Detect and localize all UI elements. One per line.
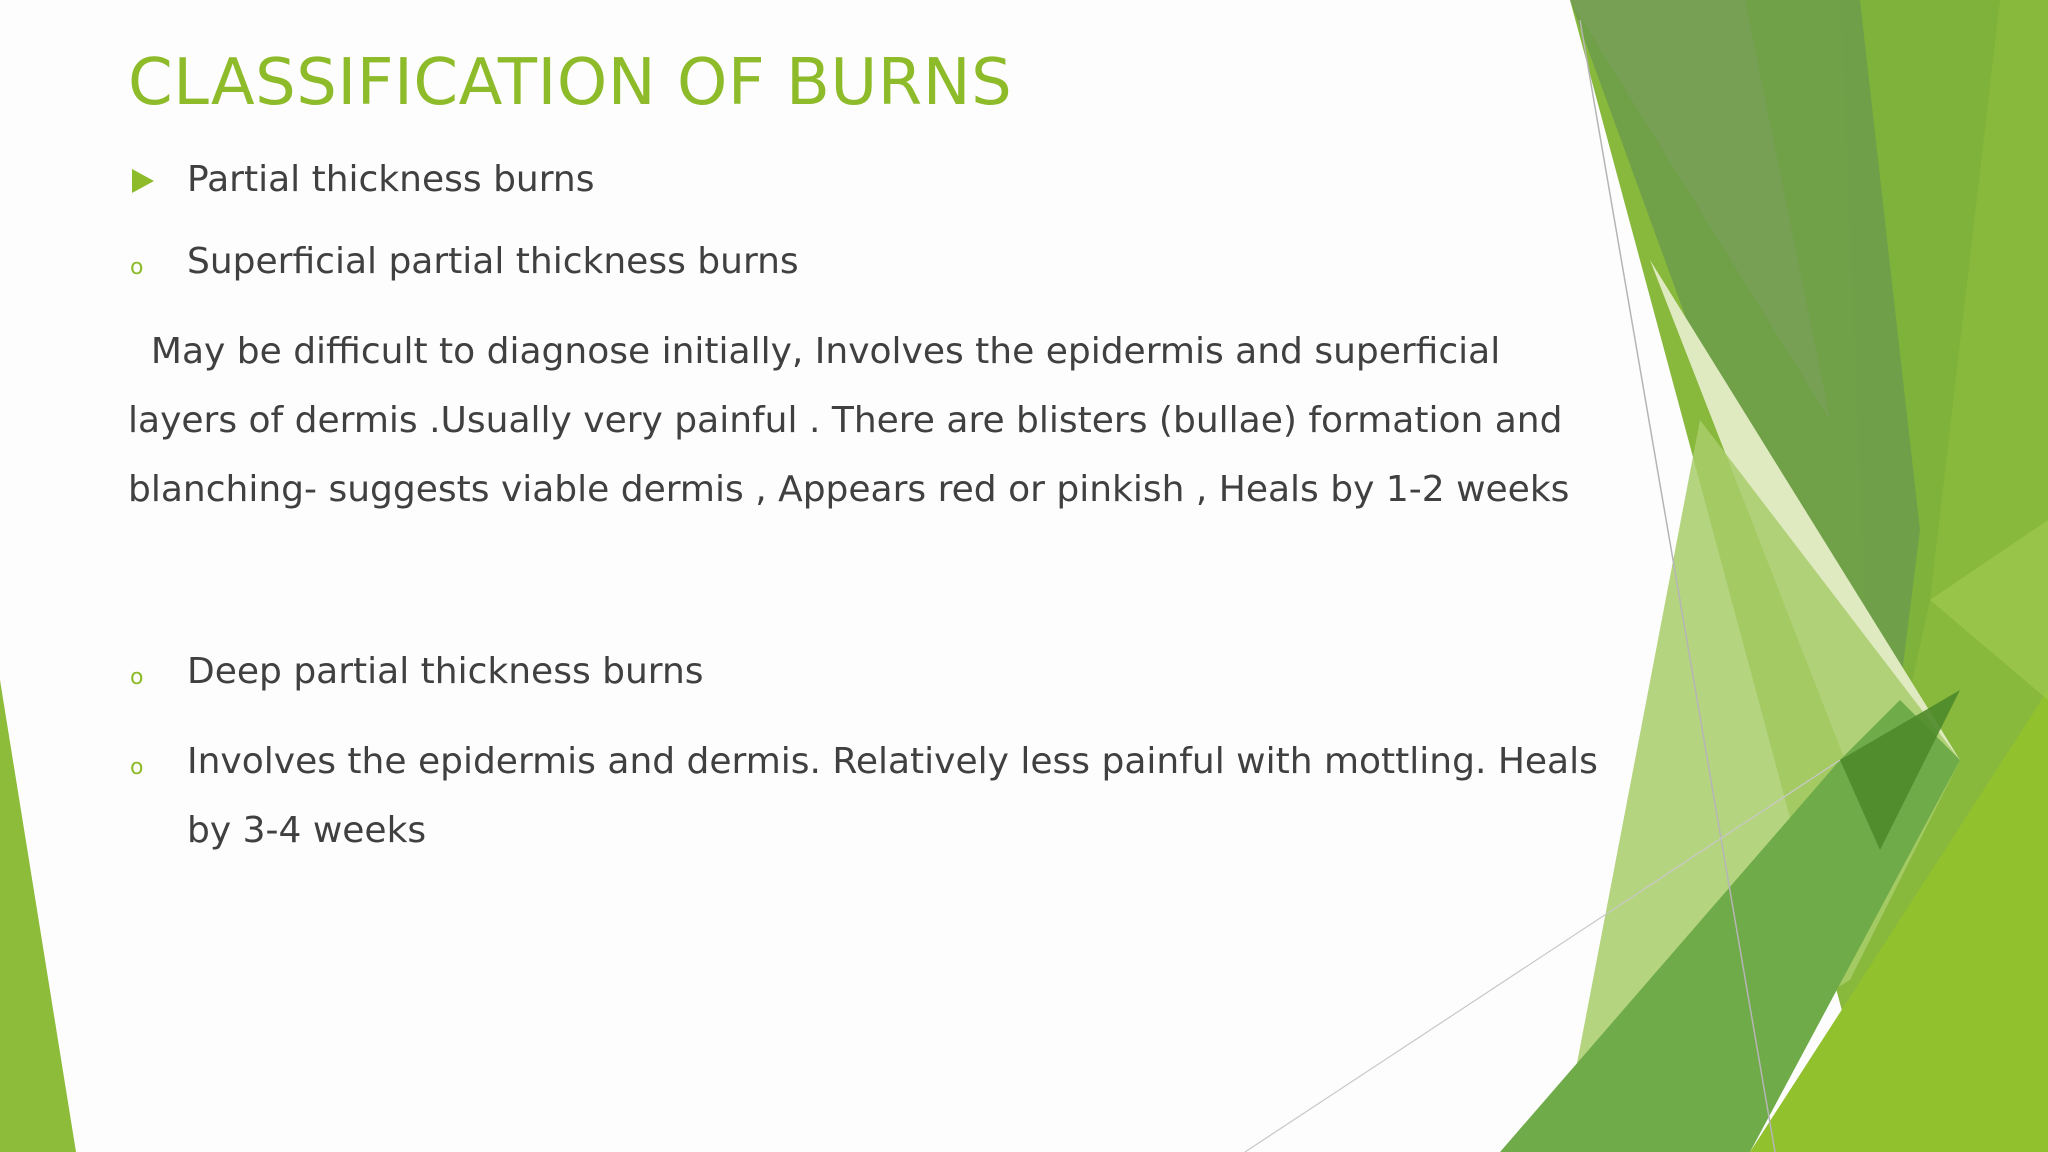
slide-title: CLASSIFICATION OF BURNS — [128, 46, 1013, 120]
bullet-text: Deep partial thickness burns — [187, 651, 704, 692]
paragraph-line: layers of dermis .Usually very painful . There are blisters (bullae) formation and — [128, 400, 1563, 441]
paragraph-line: May be difficult to diagnose initially, Involves the epidermis and superficial — [128, 331, 1501, 372]
circle-bullet-icon: o — [130, 665, 144, 690]
paragraph-line: blanching- suggests viable dermis , Appears red or pinkish , Heals by 1-2 weeks — [128, 469, 1570, 510]
bullet-text: Involves the epidermis and dermis. Relatively less painful with mottling. Heals — [187, 741, 1598, 782]
circle-bullet-icon: o — [130, 755, 144, 780]
triangle-right-icon — [132, 169, 154, 193]
bullet-text: Superficial partial thickness burns — [187, 241, 799, 282]
bullet-text: Partial thickness burns — [187, 159, 595, 200]
bullet-text-continued: by 3-4 weeks — [187, 810, 427, 851]
circle-bullet-icon: o — [130, 255, 144, 280]
